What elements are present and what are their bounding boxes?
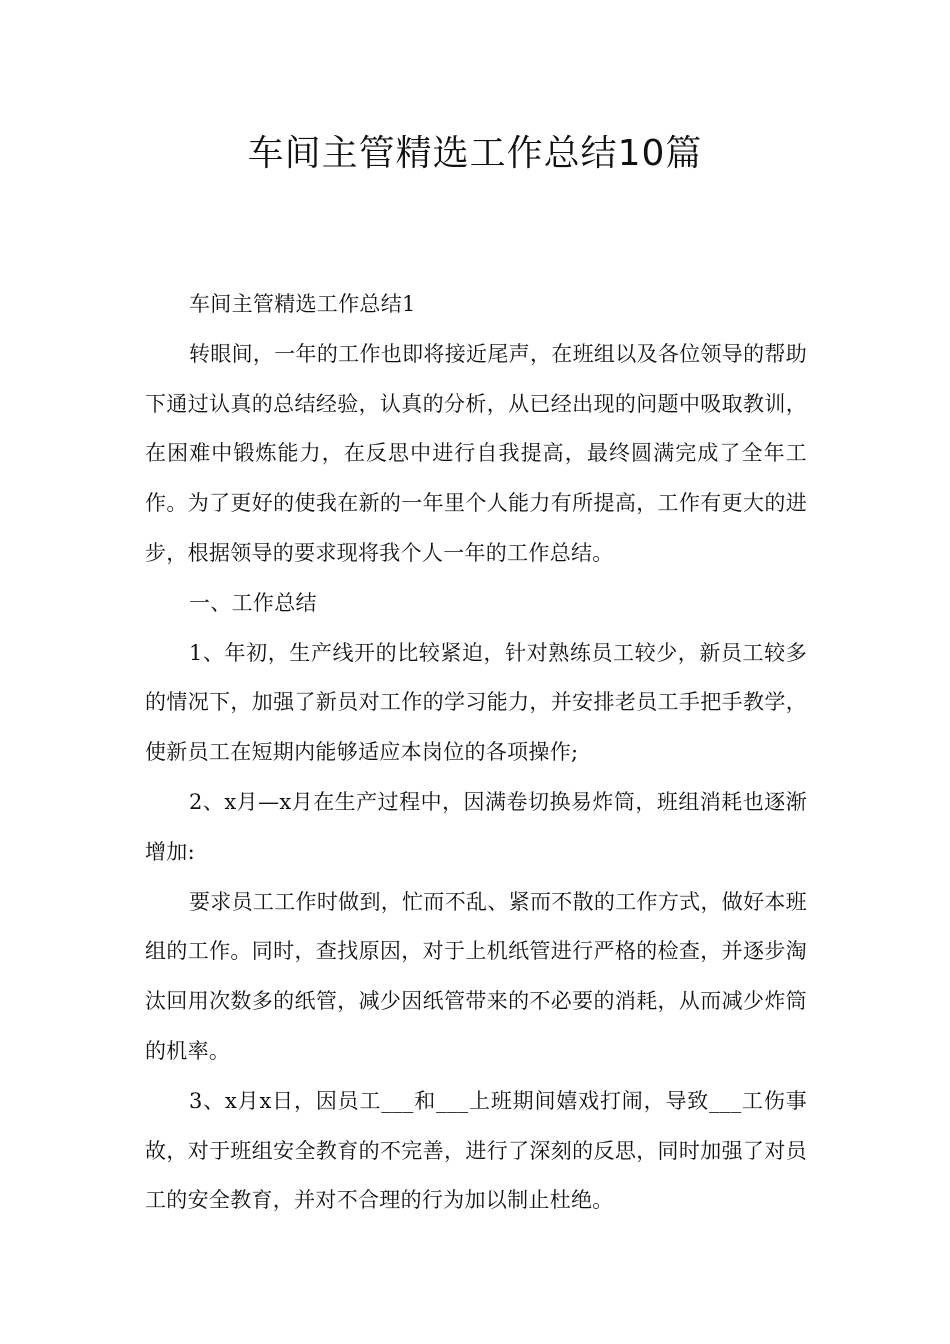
item-3-paragraph: 3、x月x日，因员工___和___上班期间嬉戏打闹，导致___工伤事故，对于班组安全教育的不完善，进行了深刻的反思，同时加强了对员工的安全教育，并对不合理的行为加以制止杜绝。 [145, 1088, 807, 1213]
item-2-paragraph: 2、x月—x月在生产过程中，因满卷切换易炸筒，班组消耗也逐渐增加: [145, 789, 807, 864]
section-heading-work-summary: 一、工作总结 [189, 590, 317, 615]
section-heading-summary-1: 车间主管精选工作总结1 [189, 292, 416, 316]
item-1-paragraph: 1、年初，生产线开的比较紧迫，针对熟练员工较少，新员工较多的情况下，加强了新员对工作的学习能力，并安排老员工手把手教学，使新员工在短期内能够适应本岗位的各项操作; [145, 640, 807, 765]
document-title: 车间主管精选工作总结10篇 [247, 133, 703, 174]
document-body [145, 280, 807, 1226]
intro-paragraph: 转眼间，一年的工作也即将接近尾声，在班组以及各位领导的帮助下通过认真的总结经验，认真的分析，从已经出现的问题中吸取教训，在困难中锻炼能力，在反思中进行自我提高，最终圆满完成了全年工作。为了更好的使我在新的一年里个人能力有所提高，工作有更大的进步，根据领导的要求现将我个人一年的工作总结。 [145, 341, 807, 565]
item-2-detail-paragraph: 要求员工工作时做到，忙而不乱、紧而不散的工作方式，做好本班组的工作。同时，查找原因，对于上机纸管进行严格的检查，并逐步淘汰回用次数多的纸管，减少因纸管带来的不必要的消耗，从而减少炸筒的机率。 [145, 889, 807, 1063]
